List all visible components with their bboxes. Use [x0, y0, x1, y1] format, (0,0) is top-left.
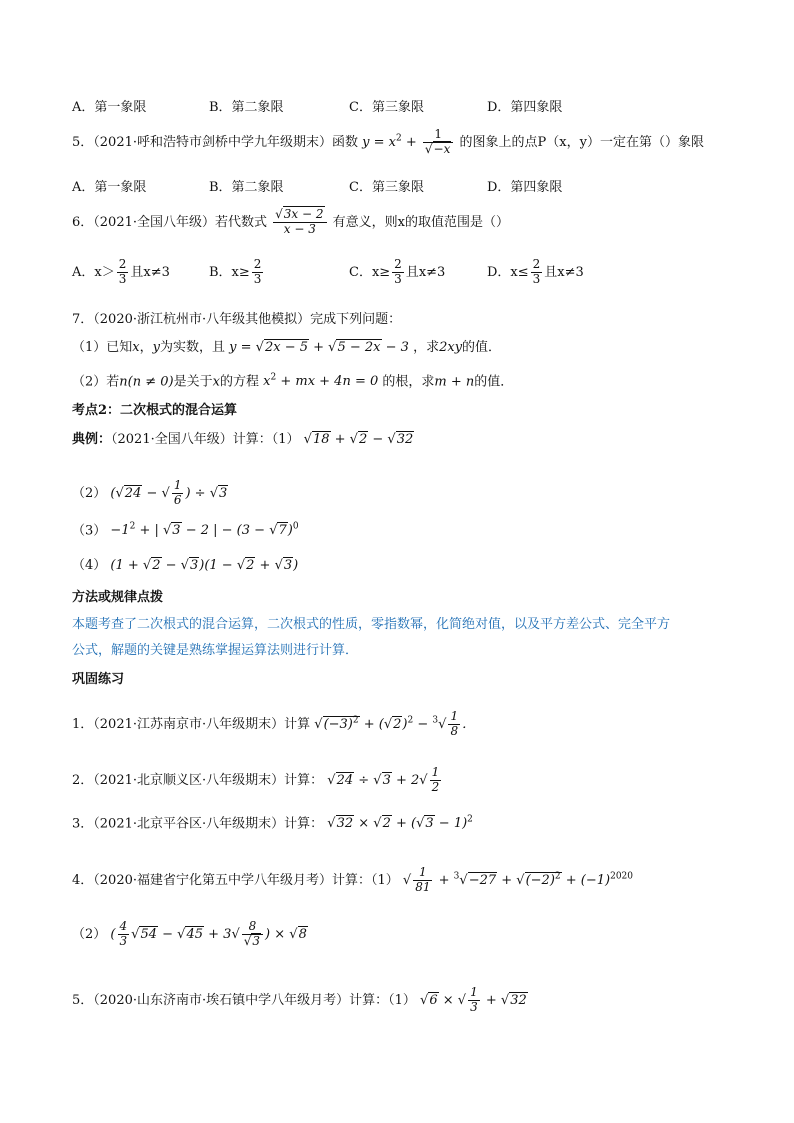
option-c: C．x≥ $\frac{2}{3}$ 且x≠3: [349, 257, 446, 286]
option-a: A．x＞ $\frac{2}{3}$ 且x≠3: [72, 257, 170, 286]
q6-formula: $\frac{√3x - 2}{x - 3}$: [271, 215, 328, 230]
exercise-3: 3．（2021·北京平谷区·八年级期末）计算： $√32 \times √2 + (√3 - 1)^2$: [72, 815, 473, 832]
q5-formula: $y = x^2$ + $\frac{1}{√-x}$: [362, 135, 455, 150]
question-7-part-2: （2）若n(n ≠ 0)是关于x的方程 $x^2$ + mx + 4n = 0 的根，求m + n的值．: [72, 373, 514, 390]
option-d: D．第四象限: [487, 180, 563, 195]
option-d: D．x≤ $\frac{2}{3}$ 且x≠3: [487, 257, 584, 286]
method-text-1: 本题考查了二次根式的混合运算，二次根式的性质，零指数幂，化简绝对值，以及平方差公式、完全平方: [72, 617, 671, 632]
example-part-4: （4） (1 + √2 − √3)(1 − √2 + √3): [72, 558, 299, 573]
example-part-2: （2） (√24 − √ $\frac{1}{6}$ ) ÷ √3: [72, 478, 228, 507]
example: 典例：（2021·全国八年级）计算：（1） √18 + √2 − √32: [72, 432, 414, 447]
option-b: B．第二象限: [209, 100, 284, 115]
question-7-title: 7．（2020·浙江杭州市·八年级其他模拟）完成下列问题：: [72, 312, 402, 327]
example-part-3: $(3) -1^2$ + | √3 − 2 | − $(3 - √7)^0$: [72, 522, 299, 539]
practice-title: 巩固练习: [72, 672, 125, 687]
question-6: 6．（2021·全国八年级）若代数式 $\frac{√3x - 2}{x - 3}$ 有意义，则x的取值范围是（）: [72, 207, 510, 236]
option-c: C．第三象限: [349, 180, 424, 195]
question-7-part-1: （1）已知x，y为实数，且 y = √2x − 5 + √5 − 2x − 3 ，求2xy的值．: [72, 340, 502, 355]
method-title: 方法或规律点拨: [72, 590, 164, 605]
option-a: A．第一象限: [72, 100, 147, 115]
method-text-2: 公式，解题的关键是熟练掌握运算法则进行计算．: [72, 643, 359, 658]
option-c: C．第三象限: [349, 100, 424, 115]
option-b: B．x≥ $\frac{2}{3}$: [209, 257, 262, 286]
exercise-4: 4．（2020·福建省宁化第五中学八年级月考）计算：（1） √ $\frac{1}{81}$ + $^3√-27 + √(-2)^2 + (-1)^{2020}$: [72, 865, 634, 894]
exercise-4-part-2: （2） ( $\frac{4}{3}$ √54 − √45 + 3√ $\frac{8}{√3}$ ) × √8: [72, 919, 307, 948]
option-a: A．第一象限: [72, 180, 147, 195]
exercise-2: 2．（2021·北京顺义区·八年级期末）计算： √24 ÷ √3 + 2√ $\frac{1}{2}$: [72, 765, 440, 794]
option-d: D．第四象限: [487, 100, 563, 115]
option-b: B．第二象限: [209, 180, 284, 195]
exercise-5: 5．（2020·山东济南市·埃石镇中学八年级月考）计算：（1） √6 × √ $\frac{1}{3}$ + √32: [72, 985, 527, 1014]
exercise-1: 1．（2021·江苏南京市·八年级期末）计算 $√(-3)^2 + (√2)^2 - ^3√$ $\frac{1}{8}$ ．: [72, 709, 476, 738]
section-title: 考点2：二次根式的混合运算: [72, 403, 238, 418]
question-5: 5．（2021·呼和浩特市剑桥中学九年级期末）函数 $y = x^2$ + $\frac{1}{√-x}$ 的图象上的点P（x，y）一定在第（）象限: [72, 127, 704, 156]
